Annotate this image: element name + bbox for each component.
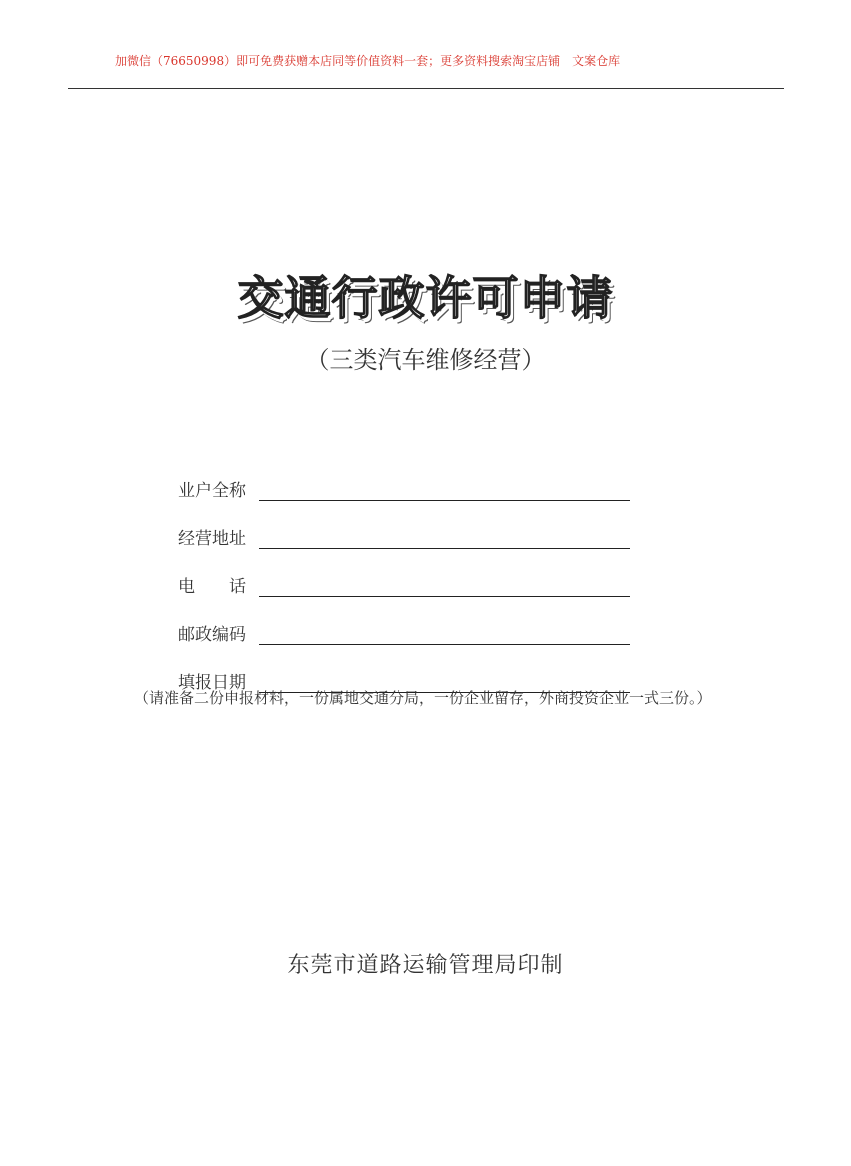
postal-code-field[interactable] (259, 644, 630, 645)
issuer-footer: 东莞市道路运输管理局印制 (287, 953, 564, 978)
form-row-business-name (178, 455, 630, 503)
business-address-field[interactable] (259, 548, 630, 549)
form-row-phone (178, 551, 630, 599)
submission-note: （请准备二份申报材料，一份属地交通分局，一份企业留存，外商投资企业一式三份。） (134, 689, 712, 707)
business-name-field[interactable] (259, 500, 630, 501)
document-subtitle: （三类汽车维修经营） (305, 346, 546, 374)
document-title: 交通行政许可申请 (237, 271, 614, 325)
field-label: 填报日期 (178, 673, 246, 693)
phone-field[interactable] (259, 596, 630, 597)
form-row-business-address (178, 503, 630, 551)
field-label: 经营地址 (178, 529, 246, 549)
application-form (178, 455, 630, 695)
header-divider (68, 88, 784, 89)
form-row-postal-code (178, 599, 630, 647)
field-label: 业户全称 (178, 481, 246, 501)
header-note: 加微信（76650998）即可免费获赠本店同等价值资料一套；更多资料搜索淘宝店铺 文案仓库 (115, 54, 621, 68)
field-label: 邮政编码 (178, 625, 246, 645)
field-label: 电 话 (178, 577, 246, 597)
